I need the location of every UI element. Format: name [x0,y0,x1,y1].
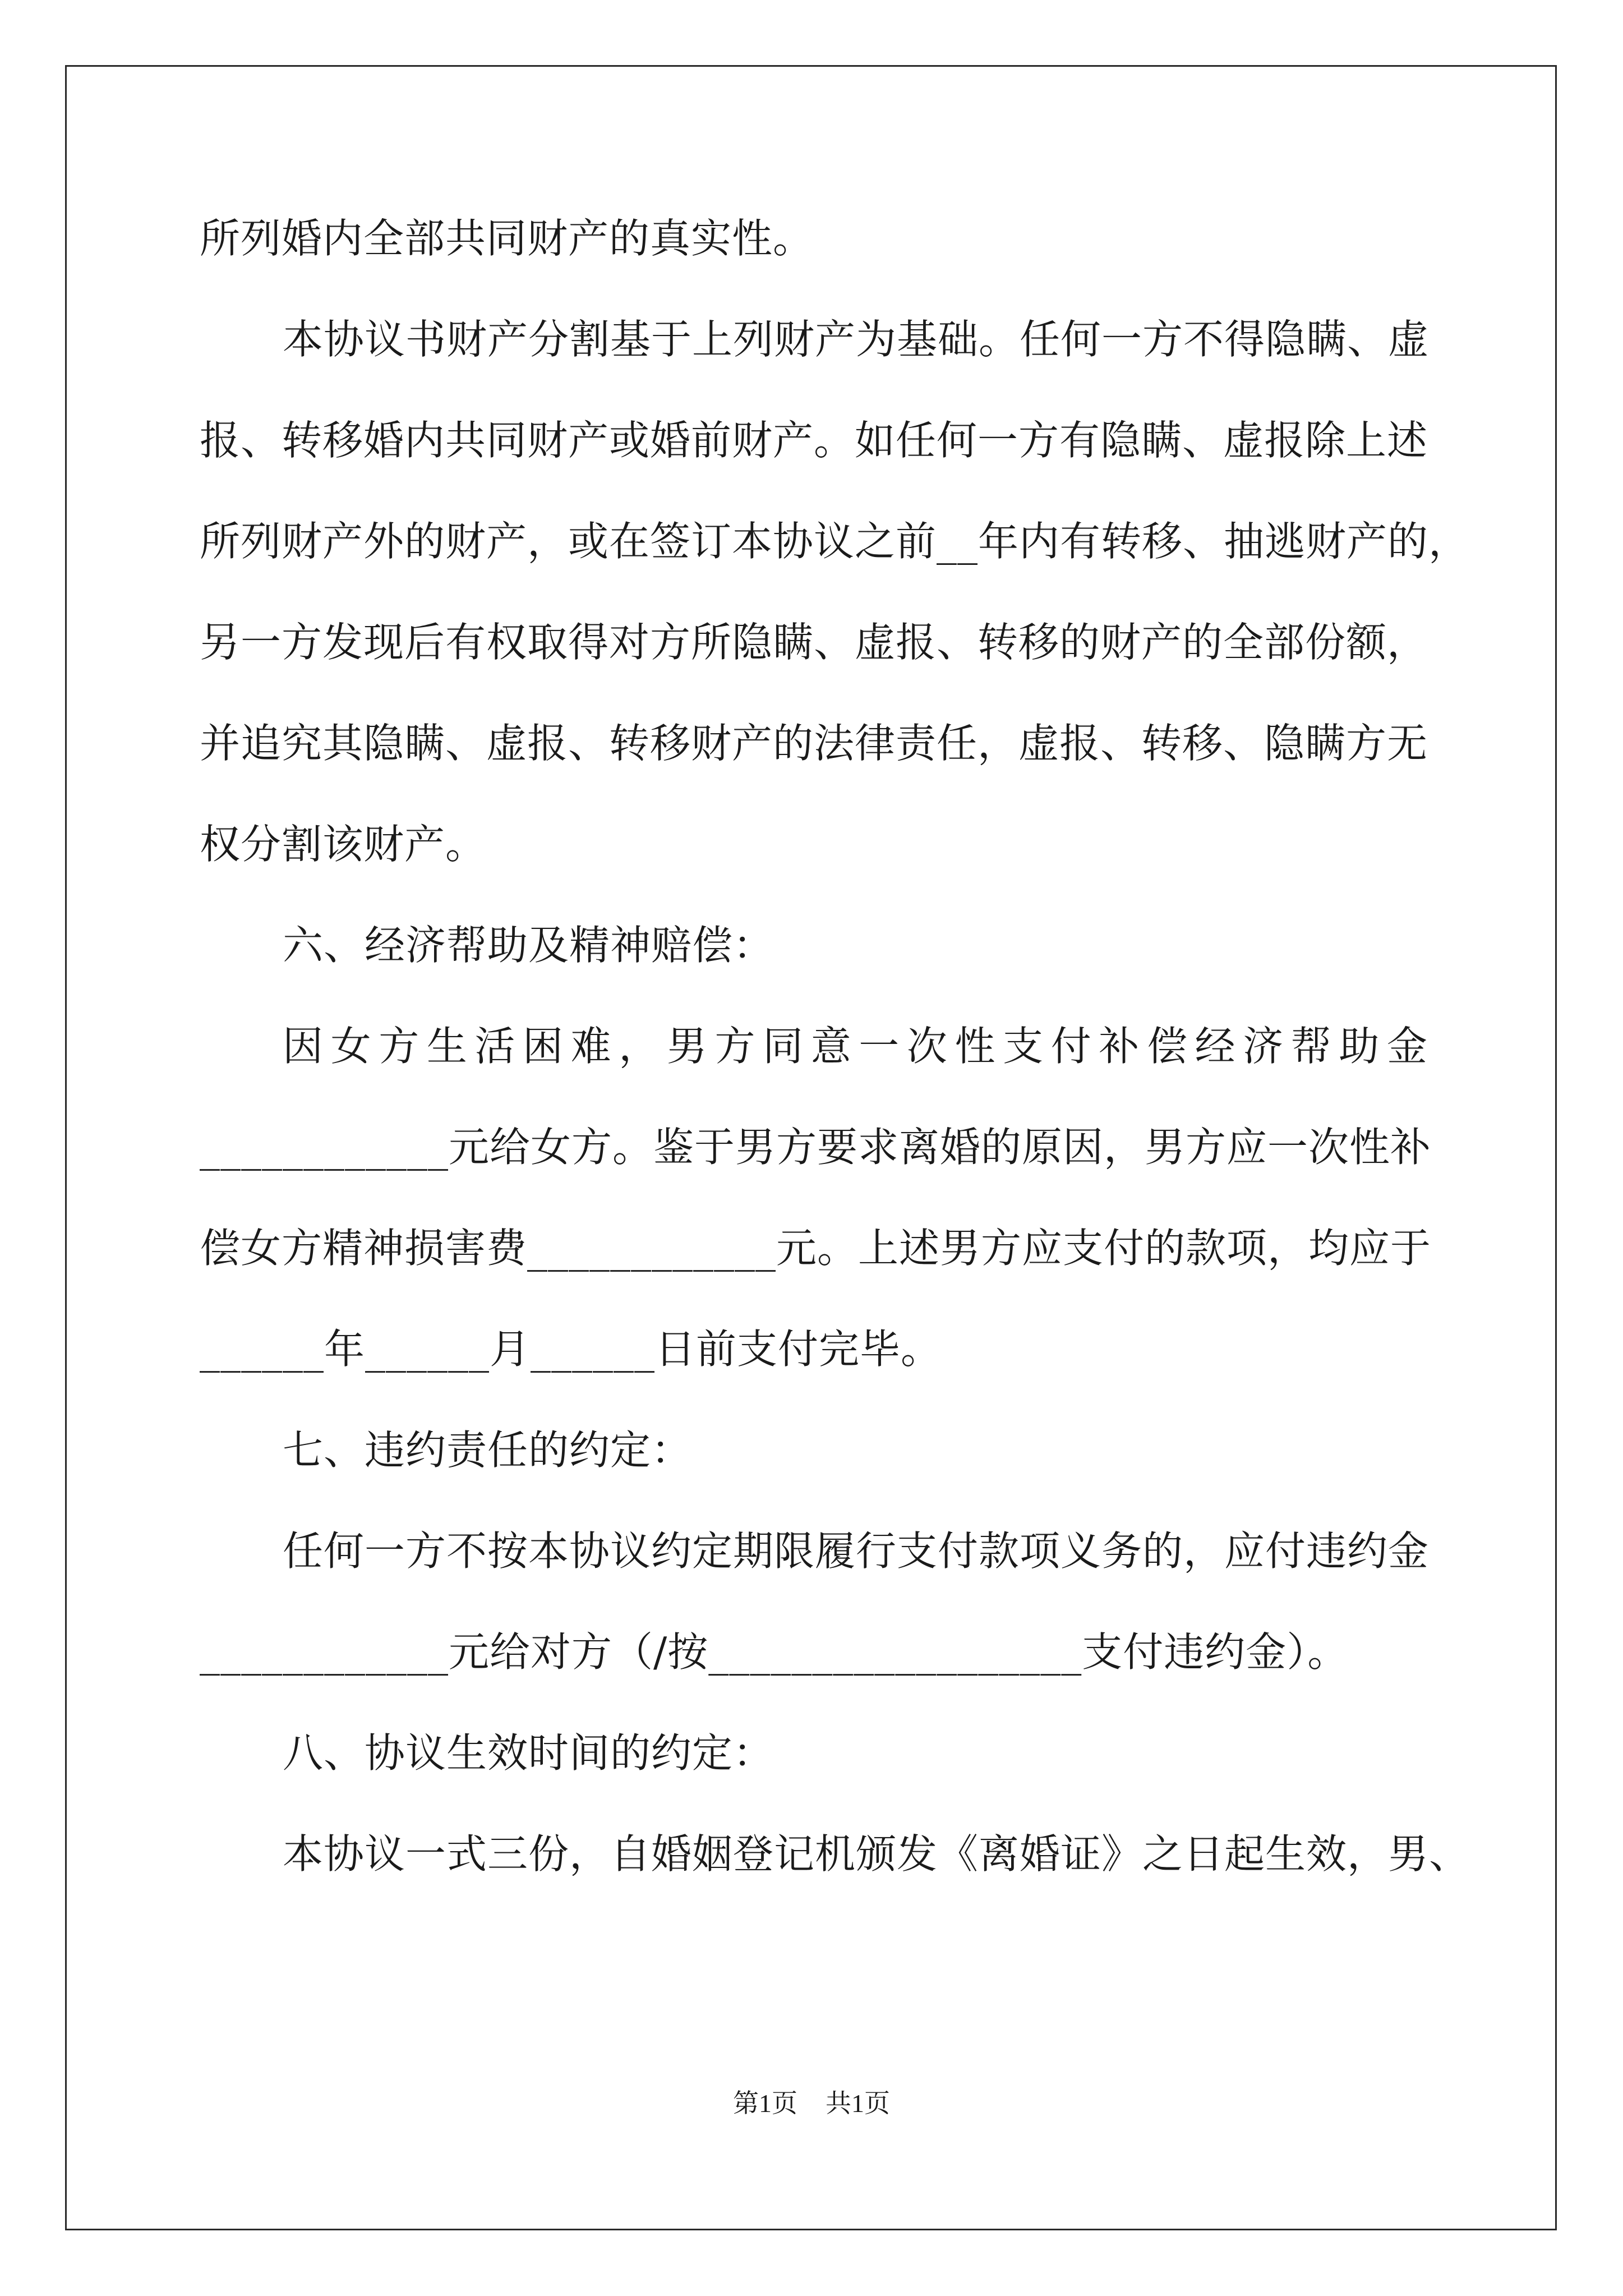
page-footer [0,2087,1623,2120]
text-line-15: ____________元给对方（/按__________________支付违约金）。 [200,1628,1349,1676]
text-line-2: 本协议书财产分割基于上列财产为基础。任何一方不得隐瞒、虚 [283,316,1430,363]
section-heading-six: 六、经济帮助及精神赔偿： [283,922,774,969]
text-line-6: 并追究其隐瞒、虚报、转移财产的法律责任，虚报、转移、隐瞒方无 [200,720,1428,767]
text-line-12: ______年______月______日前支付完毕。 [200,1326,942,1373]
page-total: 共1页 [826,2089,890,2118]
text-line-7: 权分割该财产。 [200,821,487,868]
text-line-1: 所列婚内全部共同财产的真实性。 [200,215,814,262]
text-line-11: 偿女方精神损害费____________元。上述男方应支付的款项，均应于 [200,1225,1432,1272]
text-line-4: 所列财产外的财产，或在签订本协议之前__年内有转移、抽逃财产的， [200,518,1470,565]
page-number: 第1页 [733,2089,797,2118]
section-heading-eight: 八、协议生效时间的约定： [283,1729,774,1777]
text-line-17: 本协议一式三份，自婚姻登记机颁发《离婚证》之日起生效，男、 [283,1830,1470,1878]
text-line-9: 因女方生活困难，男方同意一次性支付补偿经济帮助金 [283,1023,1428,1070]
text-line-10: ____________元给女方。鉴于男方要求离婚的原因，男方应一次性补 [200,1124,1432,1171]
text-line-3: 报、转移婚内共同财产或婚前财产。如任何一方有隐瞒、虚报除上述 [200,417,1428,464]
text-line-5: 另一方发现后有权取得对方所隐瞒、虚报、转移的财产的全部份额， [200,619,1428,666]
text-line-14: 任何一方不按本协议约定期限履行支付款项义务的，应付违约金 [283,1527,1430,1575]
section-heading-seven: 七、违约责任的约定： [283,1427,693,1474]
